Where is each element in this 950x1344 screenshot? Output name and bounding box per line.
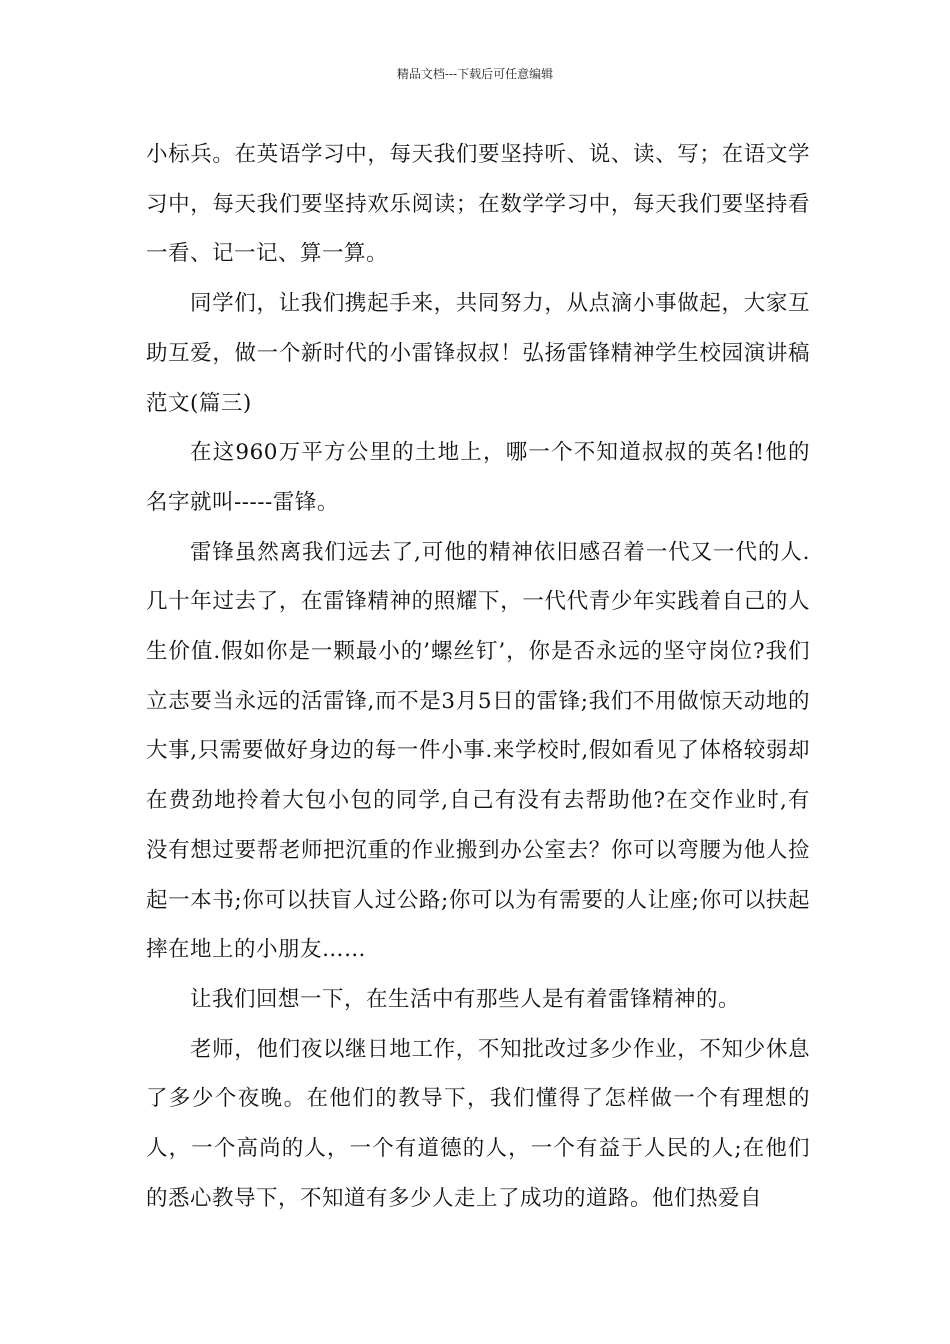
paragraph-2: 同学们，让我们携起手来，共同努力，从点滴小事做起，大家互助互爱，做一个新时代的小雷锋叔叔！弘扬雷锋精神学生校园演讲稿范文(篇三) [146, 291, 810, 416]
paragraph-5: 让我们回想一下，在生活中有那些人是有着雷锋精神的。 [190, 986, 741, 1012]
page-header: 精品文档---下载后可任意编辑 [396, 67, 554, 81]
paragraph-3: 在这960万平方公里的土地上，哪一个不知道叔叔的英名!他的名字就叫-----雷锋。 [146, 440, 810, 515]
paragraph-1: 小标兵。在英语学习中，每天我们要坚持听、说、读、写；在语文学习中，每天我们要坚持欢乐阅读；在数学学习中，每天我们要坚持看一看、记一记、算一算。 [146, 142, 810, 267]
paragraph-4: 雷锋虽然离我们远去了,可他的精神依旧感召着一代又一代的人.几十年过去了，在雷锋精神的照耀下，一代代青少年实践着自己的人生价值.假如你是一颗最小的’螺丝钉’，你是否永远的坚守岗位?我们立志要当永远的活雷锋,而不是3月5日的雷锋;我们不用做惊天动地的大事,只需要做好身边的每一件小事.来学校时,假如看见了体格较弱却在费劲地拎着大包小包的同学,自己有没有去帮助他?在交作业时,有没有想过要帮老师把沉重的作业搬到办公室去？你可以弯腰为他人捡起一本书;你可以扶盲人过公路;你可以为有需要的人让座;你可以扶起摔在地上的小朋友…… [146, 539, 810, 963]
paragraph-6: 老师，他们夜以继日地工作，不知批改过多少作业，不知少休息了多少个夜晚。在他们的教导下，我们懂得了怎样做一个有理想的人，一个高尚的人，一个有道德的人，一个有益于人民的人;在他们的悉心教导下，不知道有多少人走上了成功的道路。他们热爱自 [146, 1036, 810, 1211]
document-body [146, 130, 810, 1223]
